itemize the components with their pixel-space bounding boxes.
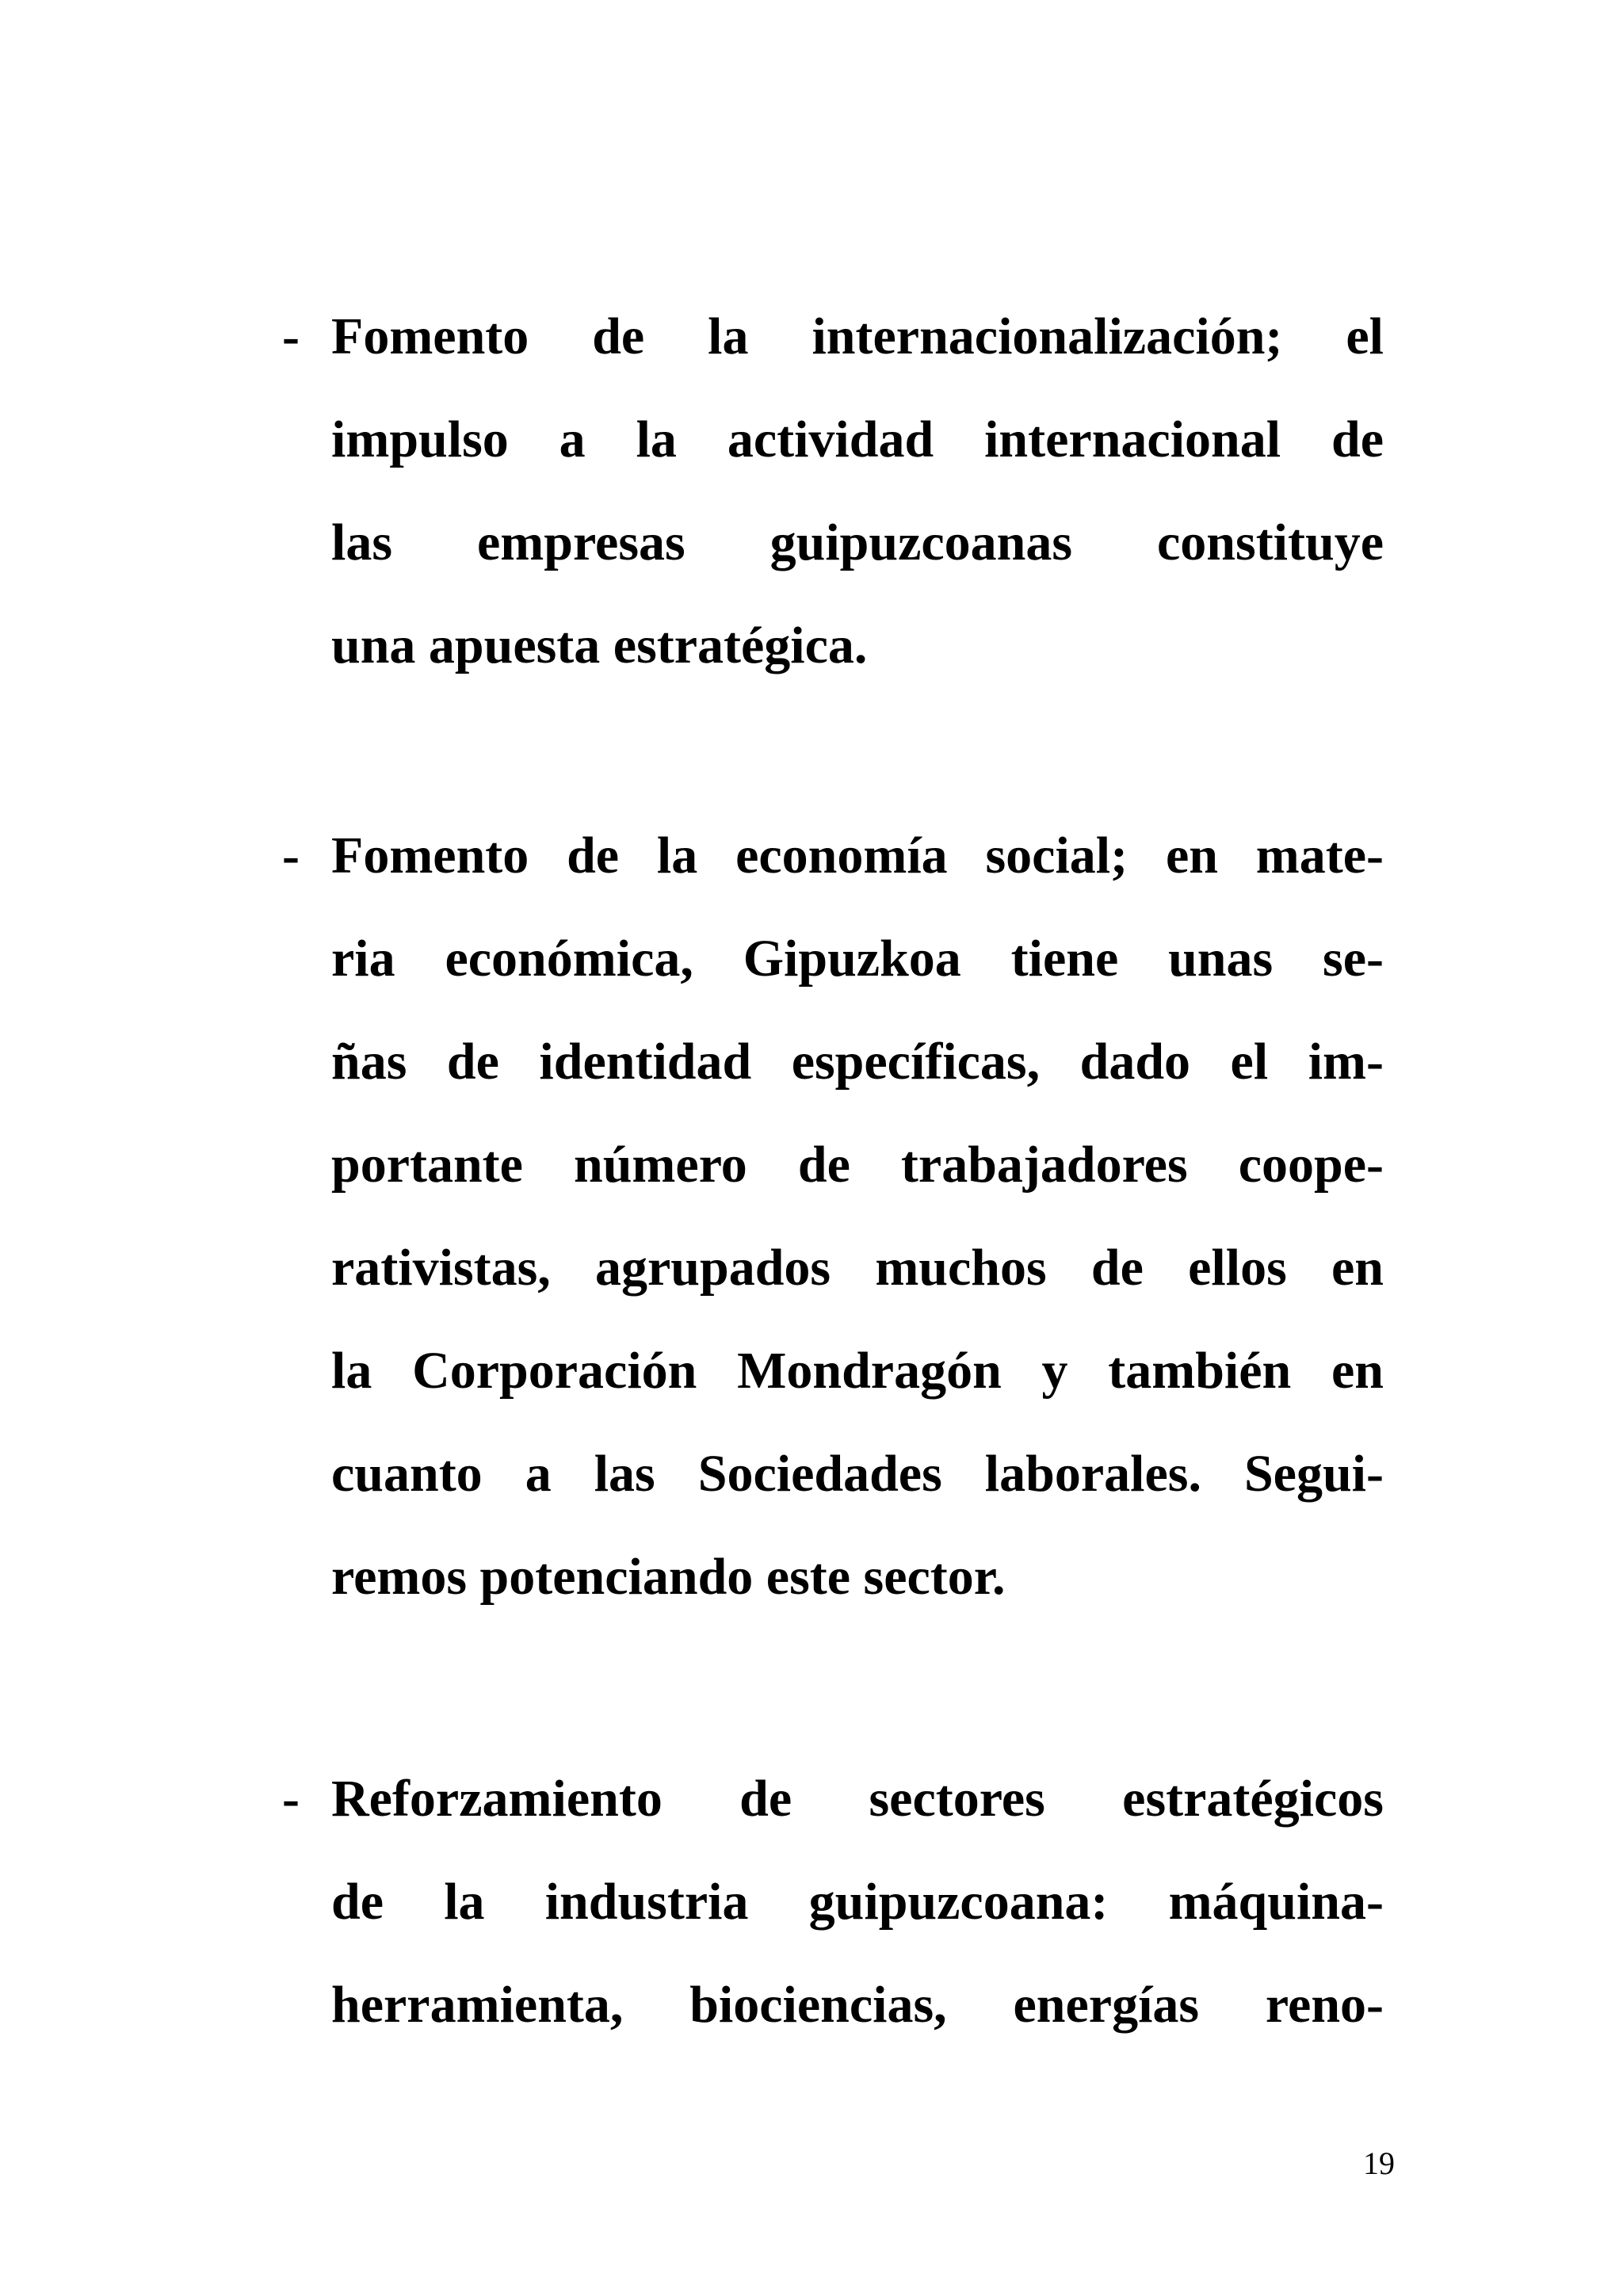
bullet-text xyxy=(331,285,1384,697)
bullet-dash: - xyxy=(282,827,300,884)
bullet-dash: - xyxy=(282,1770,300,1828)
text-line: portante número de trabajadores coope- xyxy=(331,1136,1384,1194)
text-line: cuanto a las Sociedades laborales. Segui- xyxy=(331,1445,1384,1503)
bullet-dash: - xyxy=(282,308,300,365)
text-line: herramienta, biociencias, energías reno- xyxy=(331,1976,1384,2034)
text-line: rativistas, agrupados muchos de ellos en xyxy=(331,1239,1384,1297)
text-line: ñas de identidad específicas, dado el im- xyxy=(331,1033,1384,1091)
text-line: una apuesta estratégica. xyxy=(331,617,868,674)
text-line: la Corporación Mondragón y también en xyxy=(331,1342,1384,1400)
bullet-text xyxy=(331,1748,1384,2057)
text-line: ria económica, Gipuzkoa tiene unas se- xyxy=(331,930,1384,988)
text-line: impulso a la actividad internacional de xyxy=(331,411,1384,468)
text-line: Reforzamiento de sectores estratégicos xyxy=(331,1770,1384,1828)
text-line: Fomento de la internacionalización; el xyxy=(331,308,1384,365)
text-line: Fomento de la economía social; en mate- xyxy=(331,827,1384,884)
text-line: de la industria guipuzcoana: máquina- xyxy=(331,1873,1384,1931)
page-number: 19 xyxy=(1363,2145,1395,2181)
bullet-text xyxy=(331,804,1384,1629)
text-line: remos potenciando este sector. xyxy=(331,1548,1006,1606)
text-line: las empresas guipuzcoanas constituye xyxy=(331,514,1384,571)
